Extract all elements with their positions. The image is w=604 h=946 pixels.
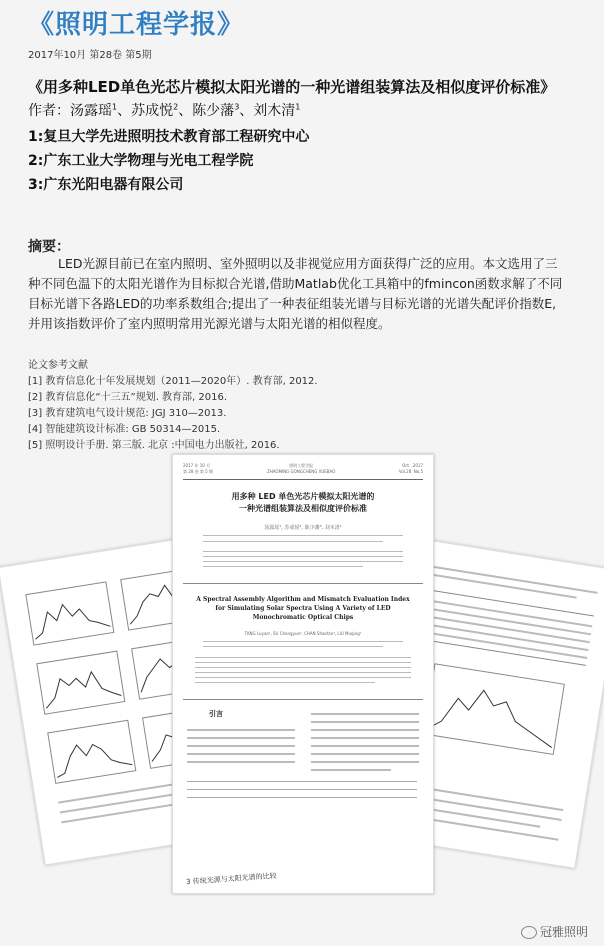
paper-title: 《用多种LED单色光芯片模拟太阳光谱的一种光谱组装算法及相似度评价标准》 <box>28 78 556 96</box>
mini-header-left: 2017 年 10 月 第 28 卷 第 5 期 <box>183 463 213 474</box>
affiliation-2: 2:广东工业大学物理与光电工程学院 <box>28 153 254 169</box>
author-4-sup: 1 <box>295 102 301 112</box>
wechat-icon <box>521 926 537 939</box>
watermark-text: 冠雅照明 <box>539 925 588 939</box>
spectrum-plot <box>423 663 565 755</box>
mini-title-cn: 用多种 LED 单色光芯片模拟太阳光谱的 一种光谱组装算法及相似度评价标准 <box>231 492 375 513</box>
journal-header <box>28 8 584 61</box>
spectrum-plot <box>25 581 114 645</box>
author-1: 汤露瑶 <box>70 103 112 119</box>
abstract-text: LED光源目前已在室内照明、室外照明以及非视觉应用方面获得广泛的应用。本文选用了三种不同色温下的太阳光谱作为目标拟合光谱,借助Matlab优化工具箱中的fmincon函数求解了不同目标光谱下各路LED的功率系数组合;提出了一种表征组装光谱与目标光谱的光谱失配评价指数E,并用该指数评价了室内照明常用光源光谱与太阳光谱的相似程度。 <box>28 256 563 331</box>
reference-item: [2] 教育信息化“十三五”规划. 教育部, 2016. <box>28 392 228 403</box>
author-3-sup: 3 <box>234 102 240 112</box>
author-2-sup: 2 <box>173 102 179 112</box>
mini-authors-en: TANG Luyao¹, SU Chengyue², CHAN Shaofan³, LIU Muqing¹ <box>244 631 362 636</box>
author-line: 作者：汤露瑶$^1$、苏成悦$^2$、陈少藩$^3$、刘木清$^1$ <box>28 102 301 119</box>
author-1-sup: 1 <box>112 102 118 112</box>
mini-header-right: Oct. 2017 Vol.28 No.5 <box>398 463 423 474</box>
reference-item: [5] 照明设计手册. 第三版. 北京 :中国电力出版社, 2016. <box>28 440 280 451</box>
reference-item: [4] 智能建筑设计标准: GB 50314—2015. <box>28 424 221 435</box>
author-4: 刘木清 <box>253 103 296 119</box>
watermark <box>521 923 588 940</box>
author-2: 苏成悦 <box>131 103 174 119</box>
affiliation-1: 1:复旦大学先进照明技术教育部工程研究中心 <box>28 129 310 145</box>
mini-title-en: A Spectral Assembly Algorithm and Mismatch Evaluation Index for Simulating Solar Spectra Using A Variety of LED Monochromatic Optical Chips <box>196 596 410 621</box>
references-label: 论文参考文献 <box>28 360 88 371</box>
reference-item: [3] 教育建筑电气设计规范: JGJ 310—2013. <box>28 408 227 419</box>
mini-authors-cn: 汤露瑶¹, 苏成悦², 陈少藩³, 刘木清¹ <box>264 525 342 531</box>
authors-label: 作者： <box>28 103 70 119</box>
paper-page-front <box>172 454 434 894</box>
spectrum-plot <box>36 651 125 715</box>
issue-info: 2017年10月 第28卷 第5期 <box>28 50 152 61</box>
spectrum-plot <box>47 720 136 784</box>
author-3: 陈少藩 <box>192 103 235 119</box>
mini-header-center: 照明工程学报 ZHAOMING GONGCHENG XUEBAO <box>267 463 336 474</box>
reference-item: [1] 教育信息化十年发展规划（2011—2020年）. 教育部, 2012. <box>28 376 318 387</box>
abstract-label: 摘要： <box>28 239 70 255</box>
mini-intro-heading: 引言 <box>209 710 223 718</box>
reference-list <box>28 358 318 454</box>
affiliation-3: 3:广东光阳电器有限公司 <box>28 177 184 193</box>
journal-title: 《照明工程学报》 <box>28 10 245 40</box>
section-heading-comparison: 3 传统光源与太阳光谱的比较 <box>185 871 277 887</box>
